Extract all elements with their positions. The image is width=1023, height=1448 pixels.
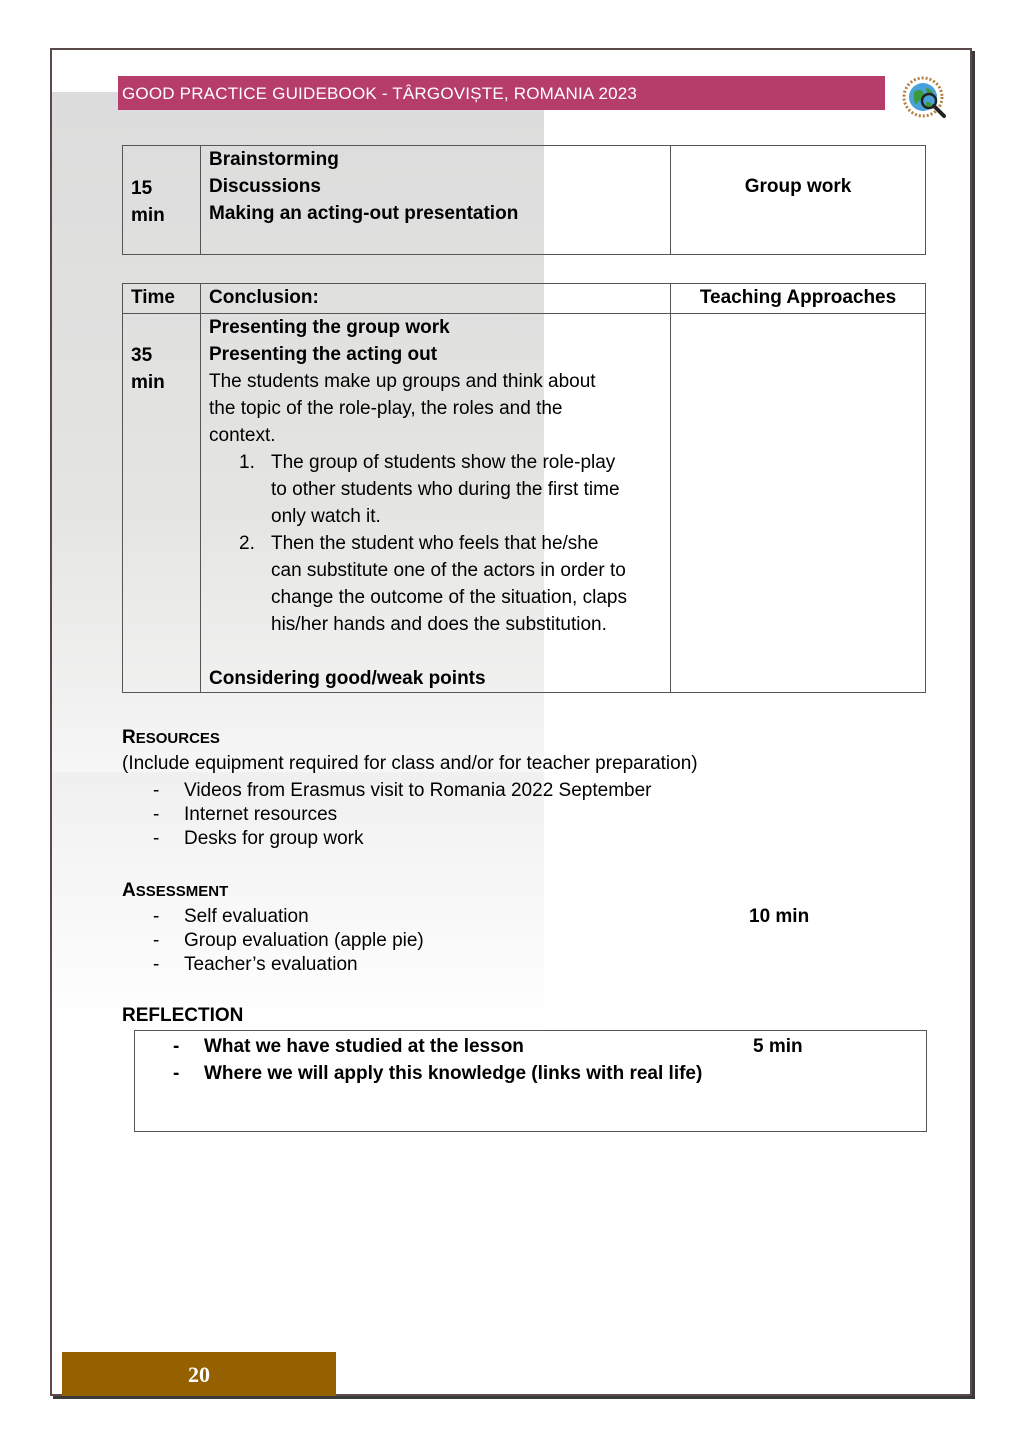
list-item: - Group evaluation (apple pie) bbox=[153, 930, 424, 951]
numbered-item: 2. Then the student who feels that he/she can substitute one of the actors in order to change the outcome of the situation, claps his/her hands and does the substitution. bbox=[239, 533, 627, 635]
resources-heading: RESOURCES bbox=[122, 727, 220, 748]
resources-note: (Include equipment required for class and/or for teacher preparation) bbox=[122, 753, 698, 774]
list-item: - What we have studied at the lesson bbox=[173, 1036, 524, 1057]
approaches-cell bbox=[671, 314, 926, 693]
approach-cell: Group work bbox=[671, 146, 926, 255]
time-cell: 35 min bbox=[123, 314, 201, 693]
assessment-heading: ASSESSMENT bbox=[122, 880, 229, 901]
list-item: - Desks for group work bbox=[153, 828, 364, 849]
reflection-heading: REFLECTION bbox=[122, 1005, 244, 1026]
conclusion-header: Conclusion: bbox=[201, 284, 671, 314]
reflection-box bbox=[134, 1030, 927, 1132]
list-item: - Where we will apply this knowledge (links with real life) bbox=[173, 1063, 703, 1084]
approaches-header: Teaching Approaches bbox=[671, 284, 926, 314]
globe-magnifier-icon bbox=[902, 76, 948, 122]
conclusion-table bbox=[122, 283, 926, 693]
activity-table bbox=[122, 145, 926, 255]
reflection-time: 5 min bbox=[753, 1036, 803, 1057]
conclusion-content: Presenting the group work Presenting the acting out The students make up groups and think about the topic of the role-play, the roles and the context. 1. The group of students show the role-play to other students who during the first time only watch it. 2. Then the student who feels that he/she can substitute one of the actors in order to change the outcome of the situation, claps his/her hands and does the substitution. Considering good/weak points bbox=[201, 314, 671, 693]
activities-cell: Brainstorming Discussions Making an acting-out presentation bbox=[201, 146, 671, 255]
list-item: - Videos from Erasmus visit to Romania 2022 September bbox=[153, 780, 652, 801]
time-header: Time bbox=[123, 284, 201, 314]
list-item: - Teacher’s evaluation bbox=[153, 954, 358, 975]
assessment-time: 10 min bbox=[749, 906, 810, 927]
list-item: - Internet resources bbox=[153, 804, 338, 825]
page-number: 20 bbox=[62, 1352, 336, 1396]
list-item: - Self evaluation bbox=[153, 906, 309, 927]
numbered-item: 1. The group of students show the role-play to other students who during the first time only watch it. bbox=[239, 452, 620, 527]
header-title: GOOD PRACTICE GUIDEBOOK - TÂRGOVIȘTE, ROMANIA 2023 bbox=[118, 76, 885, 110]
time-cell: 15 min bbox=[123, 146, 201, 255]
